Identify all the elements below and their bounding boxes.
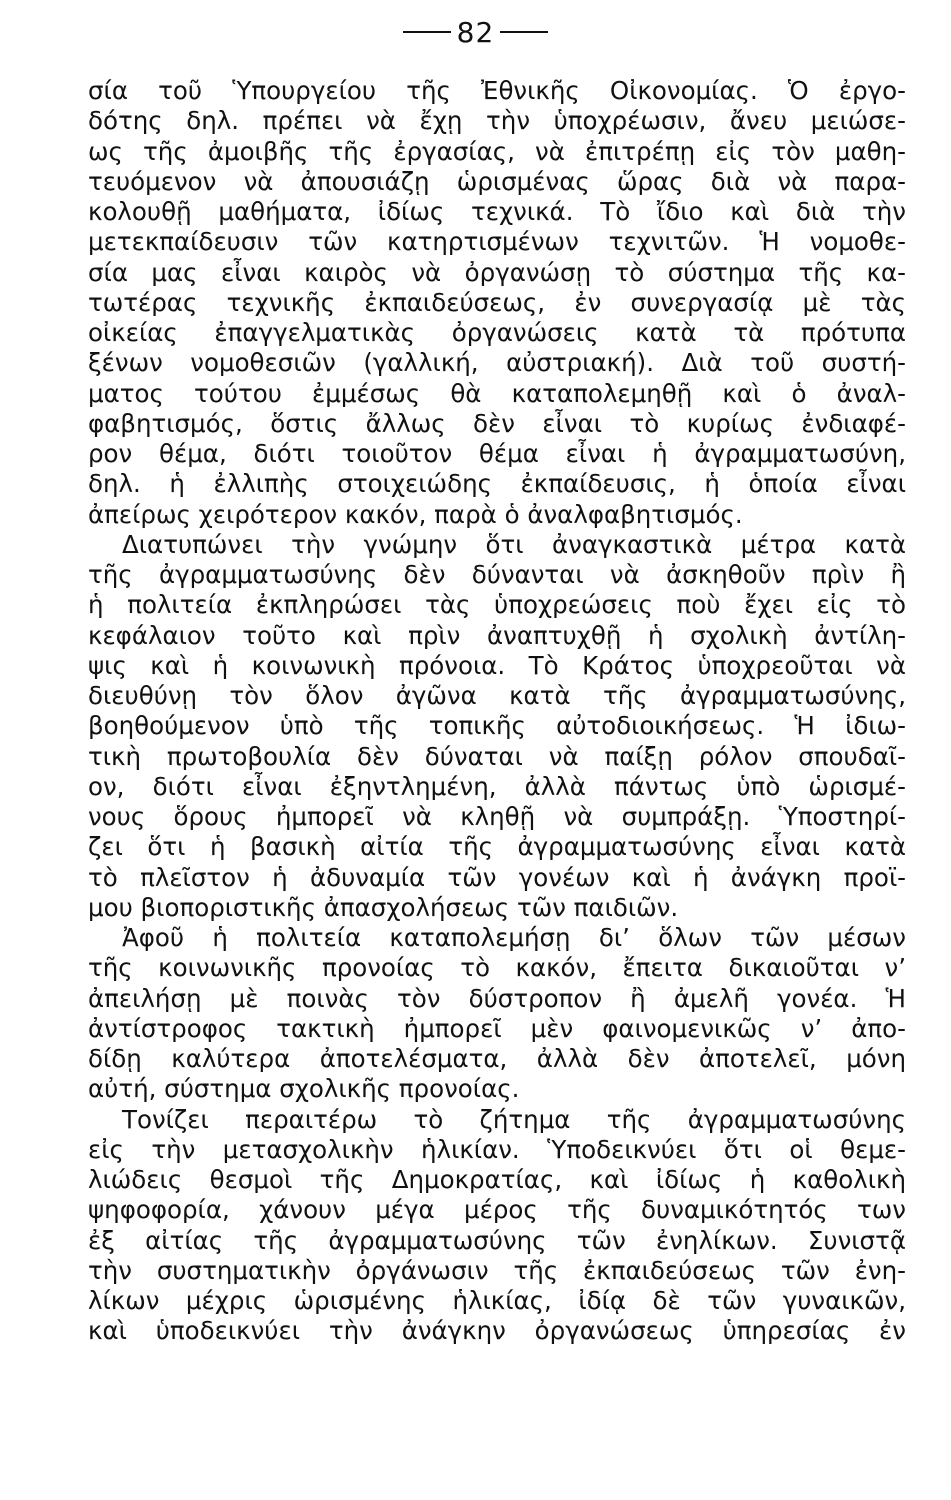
text-line: λιώδεις θεσμοὶ τῆς Δημοκρατίας, καὶ ἰδίως ἡ καθολικὴ (88, 1165, 906, 1194)
text-line: τωτέρας τεχνικῆς ἐκπαιδεύσεως, ἐν συνεργασίᾳ μὲ τὰς (88, 287, 906, 317)
text-line: τικὴ πρωτοβουλία δὲν δύναται νὰ παίξῃ ρόλον σπουδαῖ- (88, 741, 906, 771)
text-line: τὴν συστηματικὴν ὀργάνωσιν τῆς ἐκπαιδεύσεως τῶν ἐνη- (88, 1255, 906, 1285)
text-line: τὸ πλεῖστον ἡ ἀδυναμία τῶν γονέων καὶ ἡ ἀνάγκη προϊ- (88, 862, 906, 892)
text-line: ως τῆς ἀμοιβῆς τῆς ἐργασίας, νὰ ἐπιτρέπῃ εἰς τὸν μαθη- (88, 136, 906, 166)
text-line: κολουθῇ μαθήματα, ἰδίως τεχνικά. Τὸ ἴδιο καὶ διὰ τὴν (88, 197, 906, 226)
text-line: κεφάλαιον τοῦτο καὶ πρὶν ἀναπτυχθῇ ἡ σχολικὴ ἀντίλη- (88, 620, 906, 650)
text-line: τῆς κοινωνικῆς προνοίας τὸ κακόν, ἔπειτα δικαιοῦται ν’ (88, 953, 906, 983)
text-line: μου βιοποριστικῆς ἀπασχολήσεως τῶν παιδιῶν. (88, 892, 679, 922)
text-line: αὐτή, σύστημα σχολικῆς προνοίας. (88, 1074, 520, 1104)
header-rule-left (403, 31, 451, 33)
text-line: Τονίζει περαιτέρω τὸ ζήτημα τῆς ἀγραμματωσύνης (122, 1104, 906, 1134)
text-line: φαβητισμός, ὅστις ἄλλως δὲν εἶναι τὸ κυρίως ἐνδιαφέ- (88, 408, 906, 438)
text-line: ἡ πολιτεία ἐκπληρώσει τὰς ὑποχρεώσεις ποὺ ἔχει εἰς τὸ (88, 590, 906, 620)
text-line: ζει ὅτι ἡ βασικὴ αἰτία τῆς ἀγραμματωσύνης εἶναι κατὰ (88, 832, 906, 862)
body-text (88, 76, 906, 1347)
text-line: ἀντίστροφος τακτικὴ ἠμπορεῖ μὲν φαινομενικῶς ν’ ἀπο- (88, 1013, 906, 1043)
text-line: ἐξ αἰτίας τῆς ἀγραμματωσύνης τῶν ἐνηλίκων. Συνιστᾷ (88, 1225, 906, 1255)
text-line: ον, διότι εἶναι ἐξηντλημένη, ἀλλὰ πάντως ὑπὸ ὡρισμέ- (88, 771, 906, 801)
text-line: ματος τούτου ἐμμέσως θὰ καταπολεμηθῇ καὶ ὁ ἀναλ- (88, 378, 906, 408)
text-line: λίκων μέχρις ὡρισμένης ἡλικίας, ἰδίᾳ δὲ τῶν γυναικῶν, (88, 1286, 906, 1315)
text-line: οἰκείας ἐπαγγελματικὰς ὀργανώσεις κατὰ τὰ πρότυπα (88, 318, 906, 347)
text-line: ξένων νομοθεσιῶν (γαλλική, αὐστριακή). Διὰ τοῦ συστή- (88, 348, 906, 378)
page-header (0, 12, 951, 52)
text-line: δηλ. ἡ ἐλλιπὴς στοιχειώδης ἐκπαίδευσις, ἡ ὁποία εἶναι (88, 469, 906, 499)
text-line: ἀπείρως χειρότερον κακόν, παρὰ ὁ ἀναλφαβητισμός. (88, 499, 743, 529)
text-line: βοηθούμενον ὑπὸ τῆς τοπικῆς αὐτοδιοικήσεως. Ἡ ἰδιω- (88, 711, 906, 741)
text-line: εἰς τὴν μετασχολικὴν ἡλικίαν. Ὑποδεικνύει ὅτι οἱ θεμε- (88, 1134, 906, 1164)
header-rule-right (500, 31, 548, 33)
text-line: μετεκπαίδευσιν τῶν κατηρτισμένων τεχνιτῶν. Ἡ νομοθε- (88, 227, 906, 257)
text-line: ρον θέμα, διότι τοιοῦτον θέμα εἶναι ἡ ἀγραμματωσύνη, (88, 439, 906, 468)
text-line: διευθύνῃ τὸν ὅλον ἀγῶνα κατὰ τῆς ἀγραμματωσύνης, (88, 681, 906, 710)
text-line: ψηφοφορία, χάνουν μέγα μέρος τῆς δυναμικότητός των (88, 1195, 906, 1225)
text-line: καὶ ὑποδεικνύει τὴν ἀνάγκην ὀργανώσεως ὑπηρεσίας ἐν (88, 1316, 906, 1346)
page-number: 82 (456, 15, 495, 49)
text-line: τῆς ἀγραμματωσύνης δὲν δύνανται νὰ ἀσκηθοῦν πρὶν ἢ (88, 560, 906, 589)
text-line: Ἀφοῦ ἡ πολιτεία καταπολεμήσῃ δι’ ὅλων τῶν μέσων (122, 923, 906, 952)
text-line: σία μας εἶναι καιρὸς νὰ ὀργανώσῃ τὸ σύστημα τῆς κα- (88, 257, 906, 287)
text-line: τευόμενον νὰ ἀπουσιάζῃ ὡρισμένας ὥρας διὰ νὰ παρα- (88, 166, 906, 196)
text-line: δότης δηλ. πρέπει νὰ ἔχῃ τὴν ὑποχρέωσιν, ἄνευ μειώσε- (88, 106, 906, 136)
text-line: νους ὅρους ἠμπορεῖ νὰ κληθῇ νὰ συμπράξῃ. Ὑποστηρί- (88, 802, 906, 831)
text-line: ἀπειλήσῃ μὲ ποινὰς τὸν δύστροπον ἢ ἀμελῆ γονέα. Ἡ (88, 983, 906, 1013)
text-line: σία τοῦ Ὑπουργείου τῆς Ἐθνικῆς Οἰκονομίας. Ὁ ἐργο- (88, 76, 906, 105)
text-line: ψις καὶ ἡ κοινωνικὴ πρόνοια. Τὸ Κράτος ὑποχρεοῦται νὰ (88, 650, 906, 680)
text-line: δίδῃ καλύτερα ἀποτελέσματα, ἀλλὰ δὲν ἀποτελεῖ, μόνη (88, 1044, 906, 1073)
text-line: Διατυπώνει τὴν γνώμην ὅτι ἀναγκαστικὰ μέτρα κατὰ (122, 529, 906, 559)
